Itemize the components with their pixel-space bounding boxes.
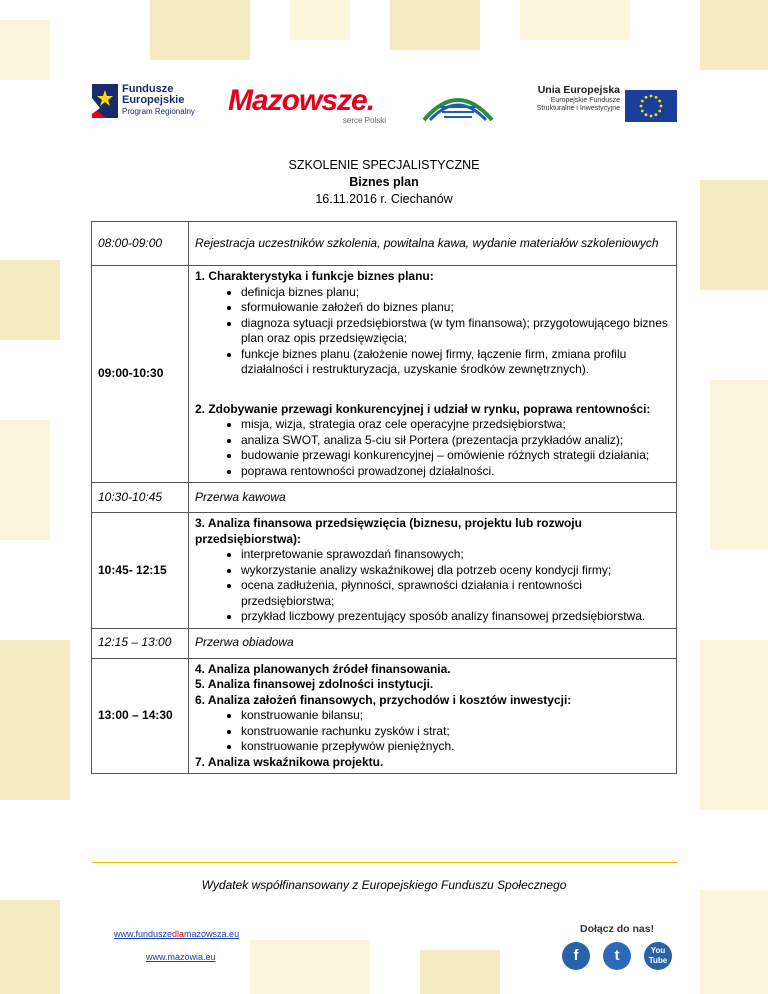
list-item: • diagnoza sytuacji przedsiębiorstwa (w tym finansowa); przygotowującego biznes plan oraz opis przedsięwzięcia; [241,316,670,347]
unia-europejska-logo [525,84,677,124]
table-row [92,266,677,483]
activity-cell [189,266,677,483]
time-cell: 09:00-10:30 [92,266,189,483]
ue-sub1: Europejskie Fundusze [550,97,620,104]
link-part: www.fundusze [114,929,173,939]
activity-cell [189,658,677,774]
activity-cell: Rejestracja uczestników szkolenia, powitalna kawa, wydanie materiałów szkoleniowych [189,222,677,266]
activity-cell [189,513,677,629]
agenda-line: 5. Analiza finansowej zdolności instytucji. [195,677,434,691]
youtube-icon[interactable]: You Tube [644,942,672,970]
bullet-list [195,708,670,755]
table-row [92,513,677,629]
time-cell: 13:00 – 14:30 [92,658,189,774]
fe-line3: Program Regionalny [122,107,195,116]
list-item: • konstruowanie rachunku zysków i strat; [241,724,670,740]
facebook-icon[interactable]: f [562,942,590,970]
list-item: • analiza SWOT, analiza 5-ciu sił Portera (prezentacja przykładów analiz); [241,433,670,449]
list-item: • wykorzystanie analizy wskaźnikowej dla potrzeb oceny kondycji firmy; [241,563,670,579]
agenda-line: 4. Analiza planowanych źródeł finansowania. [195,661,451,676]
schedule-table [91,221,677,774]
link-part: dla [172,929,185,939]
table-row [92,658,677,774]
bullet-list [195,417,670,479]
twitter-icon[interactable]: t [603,942,631,970]
list-item: • interpretowanie sprawozdań finansowych; [241,547,670,563]
list-item: • konstruowanie przepływów pieniężnych. [241,739,670,755]
time-cell: 10:45- 12:15 [92,513,189,629]
training-date-place: 16.11.2016 r. Ciechanów [315,192,453,206]
list-item: • przykład liczbowy prezentujący sposób analizy finansowej przedsiębiorstwa. [241,609,670,625]
mazowia-link[interactable]: www.mazowia.eu [146,952,216,962]
mazowsze-subtitle: serce Polski [342,116,386,125]
ue-title: Unia Europejska [537,84,620,96]
mazowsze-wordmark: Mazowsze. [228,84,375,117]
table-row [92,483,677,513]
fe-star-icon [92,84,118,118]
activity-cell: Przerwa obiadowa [189,628,677,658]
time-cell: 10:30-10:45 [92,483,189,513]
table-row [92,628,677,658]
list-item: • poprawa rentowności prowadzonej działalności. [241,464,670,480]
agenda-line: 7. Analiza wskaźnikowa projektu. [195,754,384,769]
fundusze-dla-mazowsza-link[interactable] [114,929,239,939]
link-part: mazowsza.eu [184,929,240,939]
fe-line1: Fundusze [122,83,174,95]
time-cell: 12:15 – 13:00 [92,628,189,658]
join-us-label: Dołącz do nas! [580,923,655,935]
time-cell: 08:00-09:00 [92,222,189,266]
cofinancing-note: Wydatek współfinansowany z Europejskiego Funduszu Społecznego [201,878,567,892]
list-item: • konstruowanie bilansu; [241,708,670,724]
list-item: • misja, wizja, strategia oraz cele operacyjne przedsiębiorstwa; [241,417,670,433]
table-row [92,222,677,266]
bullet-list [195,285,670,378]
list-item: • budowanie przewagi konkurencyjnej – omówienie różnych strategii działania; [241,448,670,464]
agenda-line: 6. Analiza założeń finansowych, przychodów i kosztów inwestycji: [195,692,572,707]
regional-program-emblem-icon [418,86,498,126]
list-item: • funkcje biznes planu (założenie nowej firmy, łączenie firm, zmiana profilu działalności i restrukturyzacja, uzyskanie środków zewnętrznych). [241,347,670,378]
regional-program-logo [418,86,498,126]
ue-sub2: Strukturalne i Inwestycyjne [536,105,620,112]
list-item: • ocena zadłużenia, płynności, sprawności działania i rentowności przedsiębiorstwa; [241,578,670,609]
section-title: 1. Charakterystyka i funkcje biznes planu: [195,269,434,283]
section-title: 2. Zdobywanie przewagi konkurencyjnej i udział w rynku, poprawa rentowności: [195,401,651,416]
training-type: SZKOLENIE SPECJALISTYCZNE [288,158,480,172]
fe-line2: Europejskie [122,94,185,106]
bullet-list [195,547,670,625]
footer-divider [92,862,678,863]
mazowsze-logo [228,86,398,126]
training-title: Biznes plan [349,175,419,189]
fundusze-europejskie-logo [92,82,212,122]
list-item: • definicja biznes planu; [241,285,670,301]
list-item: • sformułowanie założeń do biznes planu; [241,300,670,316]
eu-flag-icon [625,90,677,122]
section-title: 3. Analiza finansowa przedsięwzięcia (biznesu, projektu lub rozwoju przedsiębiorstwa): [195,516,582,546]
activity-cell: Przerwa kawowa [189,483,677,513]
